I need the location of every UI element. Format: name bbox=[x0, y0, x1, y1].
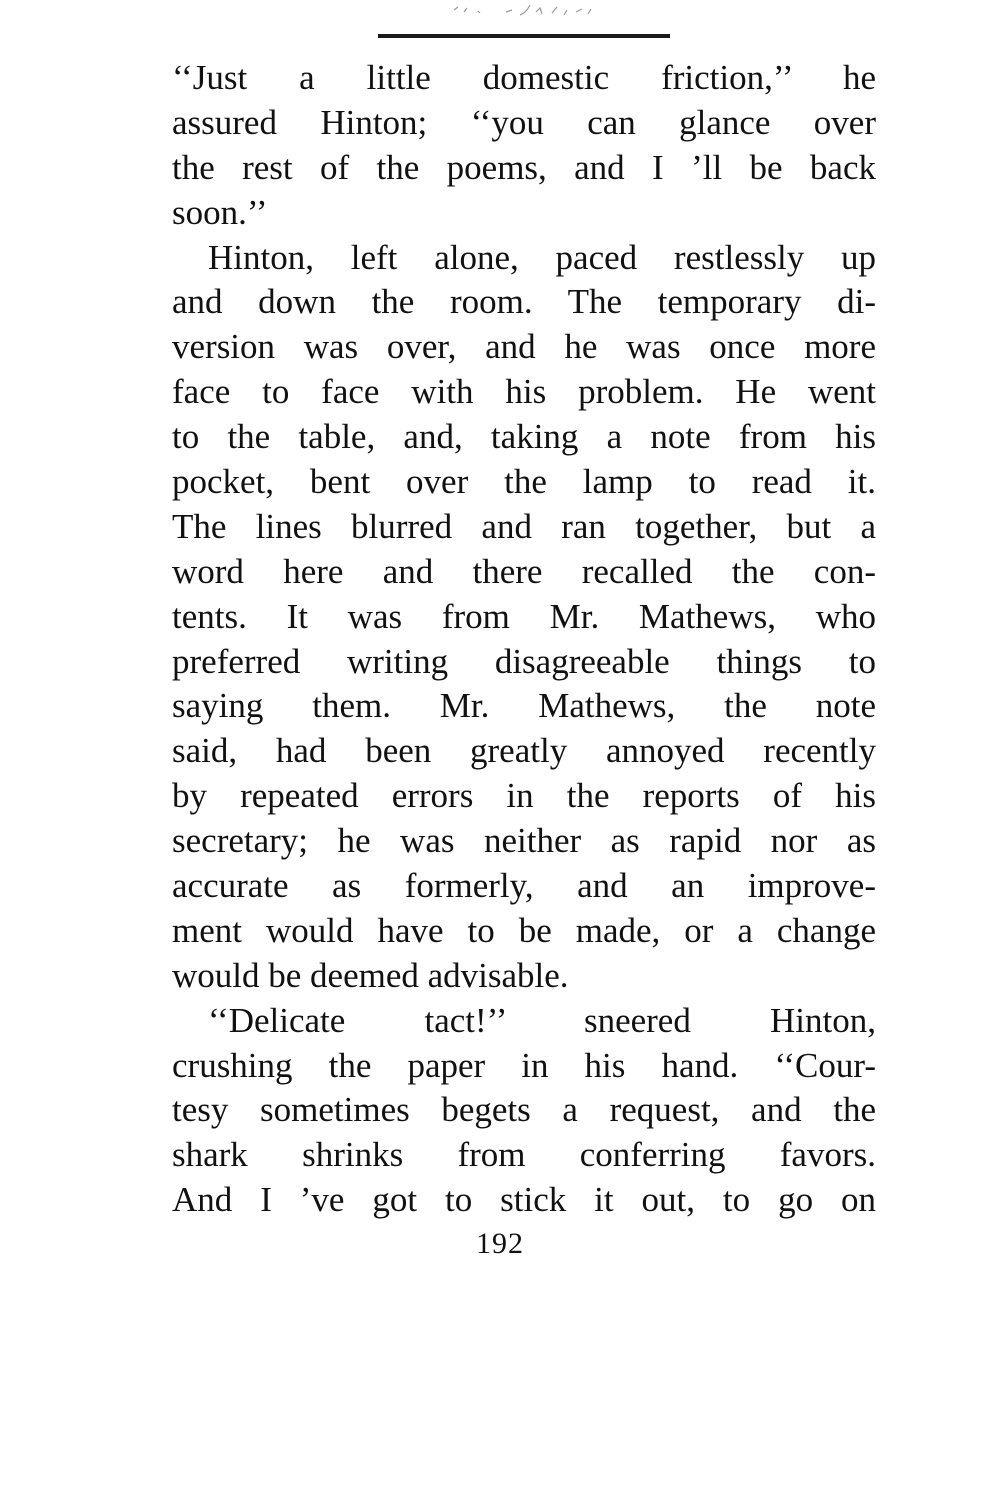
header-rule bbox=[378, 34, 670, 38]
text-line: secretary; he was neither as rapid nor as bbox=[172, 821, 876, 861]
text-line: preferred writing disagreeable things to bbox=[172, 641, 876, 681]
text-line: shark shrinks from conferring favors. bbox=[172, 1135, 876, 1175]
text-line: Hinton, left alone, paced restlessly up bbox=[208, 237, 876, 277]
text-line: tesy sometimes begets a request, and the bbox=[172, 1090, 876, 1130]
text-line: crushing the paper in his hand. ‘‘Cour- bbox=[172, 1045, 876, 1085]
text-line: to the table, and, taking a note from his bbox=[172, 417, 876, 457]
text-line: soon.’’ bbox=[172, 192, 268, 232]
body-text bbox=[172, 56, 876, 1223]
text-line: by repeated errors in the reports of his bbox=[172, 776, 876, 816]
text-line: The lines blurred and ran together, but a bbox=[172, 506, 876, 546]
text-line: ‘‘Delicate tact!’’ sneered Hinton, bbox=[208, 1000, 876, 1040]
text-line: word here and there recalled the con- bbox=[172, 551, 876, 591]
text-line: version was over, and he was once more bbox=[172, 327, 876, 367]
text-line: and down the room. The temporary di- bbox=[172, 282, 876, 322]
text-line: accurate as formerly, and an improve- bbox=[172, 866, 876, 906]
text-line: the rest of the poems, and I ’ll be back bbox=[172, 147, 876, 187]
text-line: ‘‘Just a little domestic friction,’’ he bbox=[172, 58, 876, 97]
text-line: tents. It was from Mr. Mathews, who bbox=[172, 596, 876, 636]
text-line: ment would have to be made, or a change bbox=[172, 910, 876, 950]
ink-smudge-marks bbox=[448, 0, 598, 22]
text-line: said, had been greatly annoyed recently bbox=[172, 731, 876, 771]
text-line: saying them. Mr. Mathews, the note bbox=[172, 686, 876, 726]
text-line: assured Hinton; ‘‘you can glance over bbox=[172, 102, 876, 142]
text-line: And I ’ve got to stick it out, to go on bbox=[172, 1180, 876, 1220]
text-line: face to face with his problem. He went bbox=[172, 372, 876, 412]
text-line: would be deemed advisable. bbox=[172, 955, 569, 995]
page-number: 192 bbox=[476, 1227, 524, 1260]
text-line: pocket, bent over the lamp to read it. bbox=[172, 462, 876, 502]
